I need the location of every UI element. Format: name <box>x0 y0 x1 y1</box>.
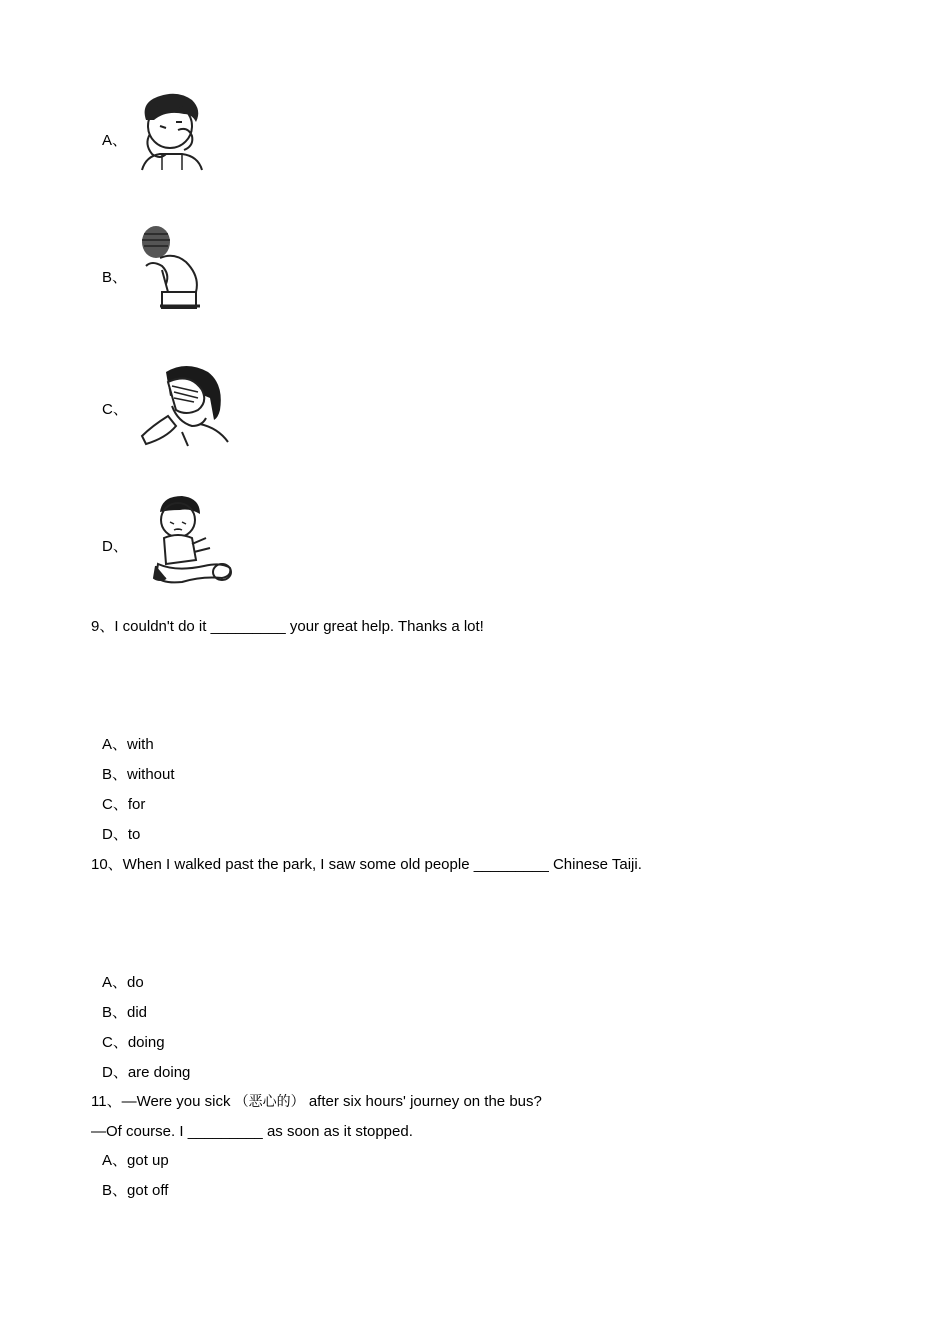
question-11-text <box>91 1093 542 1111</box>
question-11-reply: —Of course. I _________ as soon as it stopped. <box>91 1123 413 1140</box>
q9-option-c[interactable]: C、for <box>102 796 146 813</box>
q9-option-a[interactable]: A、with <box>102 736 154 753</box>
q8-option-b-label: B、 <box>102 269 128 286</box>
q10-option-a[interactable]: A、do <box>102 974 144 991</box>
crying-boy-picture <box>146 494 238 584</box>
q11-option-b[interactable]: B、got off <box>102 1182 169 1199</box>
question-11-text-part2: after six hours' journey on the bus? <box>308 1093 542 1110</box>
q10-option-d[interactable]: D、are doing <box>102 1064 191 1081</box>
q9-option-b[interactable]: B、without <box>102 766 175 783</box>
question-11-text-part1: 11、—Were you sick <box>91 1093 231 1110</box>
question-11-chinese-gloss: （恶心的） <box>234 1094 305 1110</box>
coughing-man-picture <box>132 220 212 312</box>
sneezing-boy-picture <box>132 90 208 174</box>
q8-option-d-label: D、 <box>102 538 128 555</box>
q9-option-d[interactable]: D、to <box>102 826 141 843</box>
q10-option-b[interactable]: B、did <box>102 1004 148 1021</box>
q8-option-a-label: A、 <box>102 132 128 149</box>
question-9-text: 9、I couldn't do it _________ your great help. Thanks a lot! <box>91 618 484 635</box>
q8-option-c-label: C、 <box>102 401 128 418</box>
question-10-text: 10、When I walked past the park, I saw some old people _________ Chinese Taiji. <box>91 856 642 873</box>
q11-option-a[interactable]: A、got up <box>102 1152 169 1169</box>
headache-woman-picture <box>138 362 234 448</box>
q10-option-c[interactable]: C、doing <box>102 1034 165 1051</box>
